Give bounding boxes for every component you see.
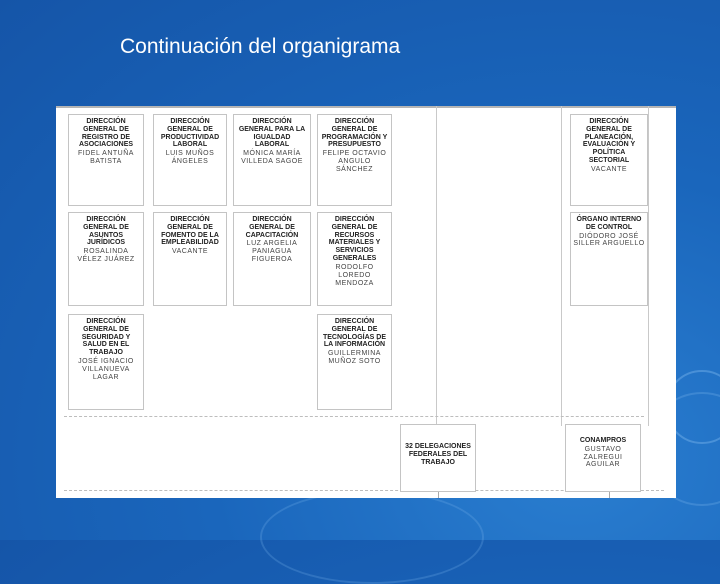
org-chart — [56, 106, 676, 498]
slide-title: Continuación del organigrama — [120, 35, 401, 58]
org-box-recursos-materiales — [317, 212, 392, 306]
org-box-organo-interno-control — [570, 212, 648, 306]
org-box-programacion-presupuesto — [317, 114, 392, 206]
decorative-swirl — [260, 490, 484, 584]
org-unit-title: DIRECCIÓN GENERAL DE FOMENTO DE LA EMPLEABILIDAD — [161, 216, 219, 247]
org-unit-title: DIRECCIÓN GENERAL DE SEGURIDAD Y SALUD EN EL TRABAJO — [81, 318, 131, 357]
org-unit-title: DIRECCIÓN GENERAL DE ASUNTOS JURÍDICOS — [83, 216, 129, 247]
org-box-planeacion-evaluacion — [570, 114, 648, 206]
connector-line — [648, 106, 649, 426]
org-box-fomento-empleabilidad — [153, 212, 227, 306]
org-unit-head: FELIPE OCTAVIO ANGULO SÁNCHEZ — [322, 150, 387, 173]
org-box-conampros — [565, 424, 641, 492]
org-unit-head: LUIS MUÑOS ÁNGELES — [165, 150, 215, 166]
org-unit-head: MÓNICA MARÍA VILLEDA SAGOE — [241, 150, 303, 166]
org-box-capacitacion — [233, 212, 311, 306]
connector-line — [436, 106, 437, 426]
org-unit-title: DIRECCIÓN GENERAL DE TECNOLOGÍAS DE LA INFORMACIÓN — [322, 318, 386, 349]
org-unit-head: DIÓDORO JOSÉ SILLER ARGUELLO — [573, 232, 645, 248]
org-unit-title: DIRECCIÓN GENERAL DE PRODUCTIVIDAD LABORAL — [160, 118, 220, 149]
org-unit-head: VACANTE — [590, 165, 628, 173]
org-unit-head: ROSALINDA VÉLEZ JUÁREZ — [77, 248, 135, 264]
org-box-registro-asociaciones — [68, 114, 144, 206]
org-unit-title: DIRECCIÓN GENERAL DE PLANEACIÓN, EVALUACIÓN Y POLÍTICA SECTORIAL — [582, 118, 636, 165]
org-box-asuntos-juridicos — [68, 212, 144, 306]
connector-line — [64, 416, 644, 417]
org-unit-head: JOSÉ IGNACIO VILLANUEVA LAGAR — [78, 358, 134, 381]
org-unit-head: LUZ ARGELIA PANIAGUA FIGUEROA — [246, 240, 298, 264]
org-unit-title: DIRECCIÓN GENERAL DE RECURSOS MATERIALES Y SERVICIOS GENERALES — [328, 216, 381, 263]
org-box-productividad-laboral — [153, 114, 227, 206]
org-unit-title: DIRECCIÓN GENERAL DE PROGRAMACIÓN Y PRESUPUESTO — [321, 118, 388, 149]
org-unit-head: GUILLERMINA MUÑOZ SOTO — [328, 350, 381, 366]
org-box-tecnologias-informacion — [317, 314, 392, 410]
connector-line — [561, 106, 562, 426]
org-unit-title: DIRECCIÓN GENERAL DE REGISTRO DE ASOCIACIONES — [78, 118, 134, 149]
org-unit-head: FIDEL ANTUÑA BATISTA — [78, 150, 134, 166]
org-unit-title: DIRECCIÓN GENERAL PARA LA IGUALDAD LABORAL — [238, 118, 306, 149]
org-unit-title: CONAMPROS — [579, 437, 627, 444]
org-unit-head: GUSTAVO ZALREGUI AGUILAR — [583, 445, 623, 469]
org-box-delegaciones-federales — [400, 424, 476, 492]
connector-line — [56, 106, 676, 108]
org-unit-title: ÓRGANO INTERNO DE CONTROL — [576, 216, 642, 231]
org-unit-head: RODOLFO LOREDO MENDOZA — [335, 263, 374, 287]
org-box-seguridad-salud — [68, 314, 144, 410]
org-box-igualdad-laboral — [233, 114, 311, 206]
org-unit-title: 32 DELEGACIONES FEDERALES DEL TRABAJO — [405, 443, 471, 466]
org-unit-title: DIRECCIÓN GENERAL DE CAPACITACIÓN — [245, 216, 299, 239]
org-unit-head: VACANTE — [171, 248, 209, 256]
